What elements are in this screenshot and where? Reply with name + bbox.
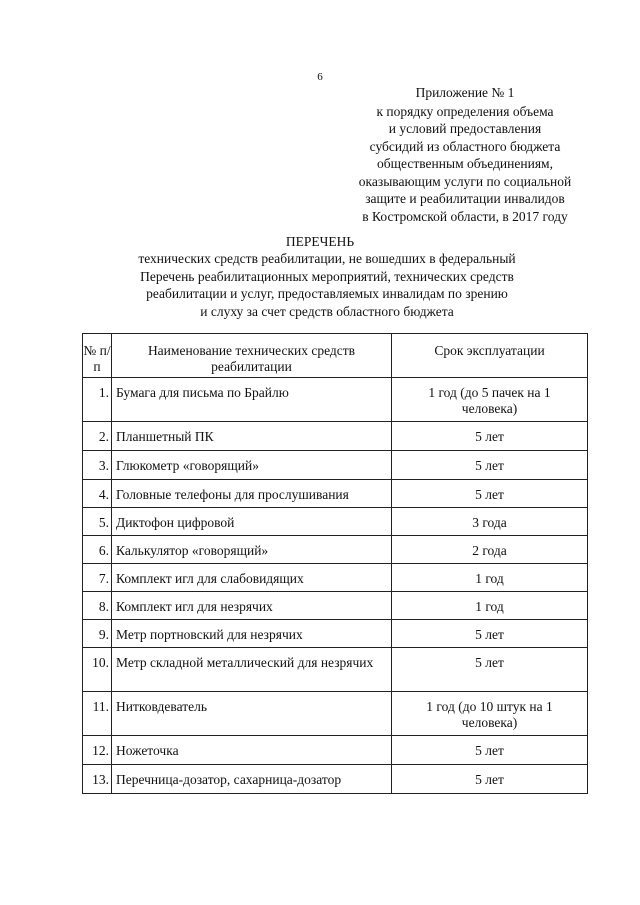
table-row (83, 480, 588, 508)
row-term: 2 года (392, 536, 588, 564)
document-subtitle (100, 250, 554, 320)
row-name: Нитковдеватель (112, 692, 392, 736)
row-name: Метр портновский для незрячих (112, 620, 392, 648)
table-row (83, 564, 588, 592)
row-term: 1 год (до 5 пачек на 1 человека) (392, 378, 588, 422)
row-num: 11. (83, 692, 112, 736)
subtitle-line: Перечень реабилитационных мероприятий, технических средств (140, 268, 514, 284)
subtitle-line: технических средств реабилитации, не вошедших в федеральный (138, 251, 516, 266)
row-term: 1 год (до 10 штук на 1 человека) (392, 692, 588, 736)
appendix-line: к порядку определения объема (376, 103, 554, 119)
appendix-line: Приложение № 1 (415, 85, 515, 100)
appendix-line: субсидий из областного бюджета (369, 138, 561, 154)
page-number: 6 (317, 71, 323, 83)
appendix-line: общественным объединениям, (377, 156, 553, 171)
header-num: № п/п (83, 334, 112, 378)
table-row (83, 422, 588, 451)
row-name: Головные телефоны для прослушивания (112, 480, 392, 508)
row-name: Ножеточка (112, 736, 392, 765)
row-num: 4. (83, 480, 112, 508)
row-term: 1 год (392, 592, 588, 620)
table-row (83, 451, 588, 480)
appendix-line: защите и реабилитации инвалидов (365, 191, 565, 206)
row-num: 5. (83, 508, 112, 536)
row-num: 7. (83, 564, 112, 592)
appendix-line: в Костромской области, в 2017 году (362, 208, 568, 224)
row-term: 5 лет (392, 648, 588, 692)
table-row (83, 508, 588, 536)
row-name: Глюкометр «говорящий» (112, 451, 392, 480)
row-name: Бумага для письма по Брайлю (112, 378, 392, 422)
appendix-line: оказывающим услуги по социальной (358, 173, 572, 189)
table-row (83, 536, 588, 564)
subtitle-line: реабилитации и услуг, предоставляемых инвалидам по зрению (146, 286, 508, 301)
table-row (83, 692, 588, 736)
row-num: 12. (83, 736, 112, 765)
appendix-header (330, 84, 600, 225)
row-num: 1. (83, 378, 112, 422)
appendix-line: и условий предоставления (388, 121, 542, 136)
row-num: 13. (83, 765, 112, 794)
row-name: Калькулятор «говорящий» (112, 536, 392, 564)
table-row (83, 648, 588, 692)
row-name: Метр складной металлический для незрячих (112, 648, 392, 692)
table-row (83, 620, 588, 648)
table-row (83, 736, 588, 765)
header-name: Наименование технических средств реабилитации (112, 334, 392, 378)
table-row (83, 378, 588, 422)
row-term: 5 лет (392, 620, 588, 648)
header-term: Срок эксплуатации (392, 334, 588, 378)
row-name: Комплект игл для слабовидящих (112, 564, 392, 592)
row-term: 5 лет (392, 736, 588, 765)
row-num: 3. (83, 451, 112, 480)
row-name: Планшетный ПК (112, 422, 392, 451)
row-term: 3 года (392, 508, 588, 536)
row-num: 9. (83, 620, 112, 648)
row-term: 5 лет (392, 480, 588, 508)
table-header-row (83, 334, 588, 378)
document-title: ПЕРЕЧЕНЬ (285, 234, 355, 249)
row-term: 5 лет (392, 451, 588, 480)
row-name: Диктофон цифровой (112, 508, 392, 536)
row-num: 10. (83, 648, 112, 692)
row-num: 2. (83, 422, 112, 451)
table-row (83, 592, 588, 620)
row-name: Комплект игл для незрячих (112, 592, 392, 620)
row-term: 5 лет (392, 422, 588, 451)
row-num: 8. (83, 592, 112, 620)
row-num: 6. (83, 536, 112, 564)
row-term: 1 год (392, 564, 588, 592)
row-term: 5 лет (392, 765, 588, 794)
rehab-items-table (82, 333, 588, 794)
row-name: Перечница-дозатор, сахарница-дозатор (112, 765, 392, 794)
table-row (83, 765, 588, 794)
subtitle-line: и слуху за счет средств областного бюджета (200, 303, 454, 319)
